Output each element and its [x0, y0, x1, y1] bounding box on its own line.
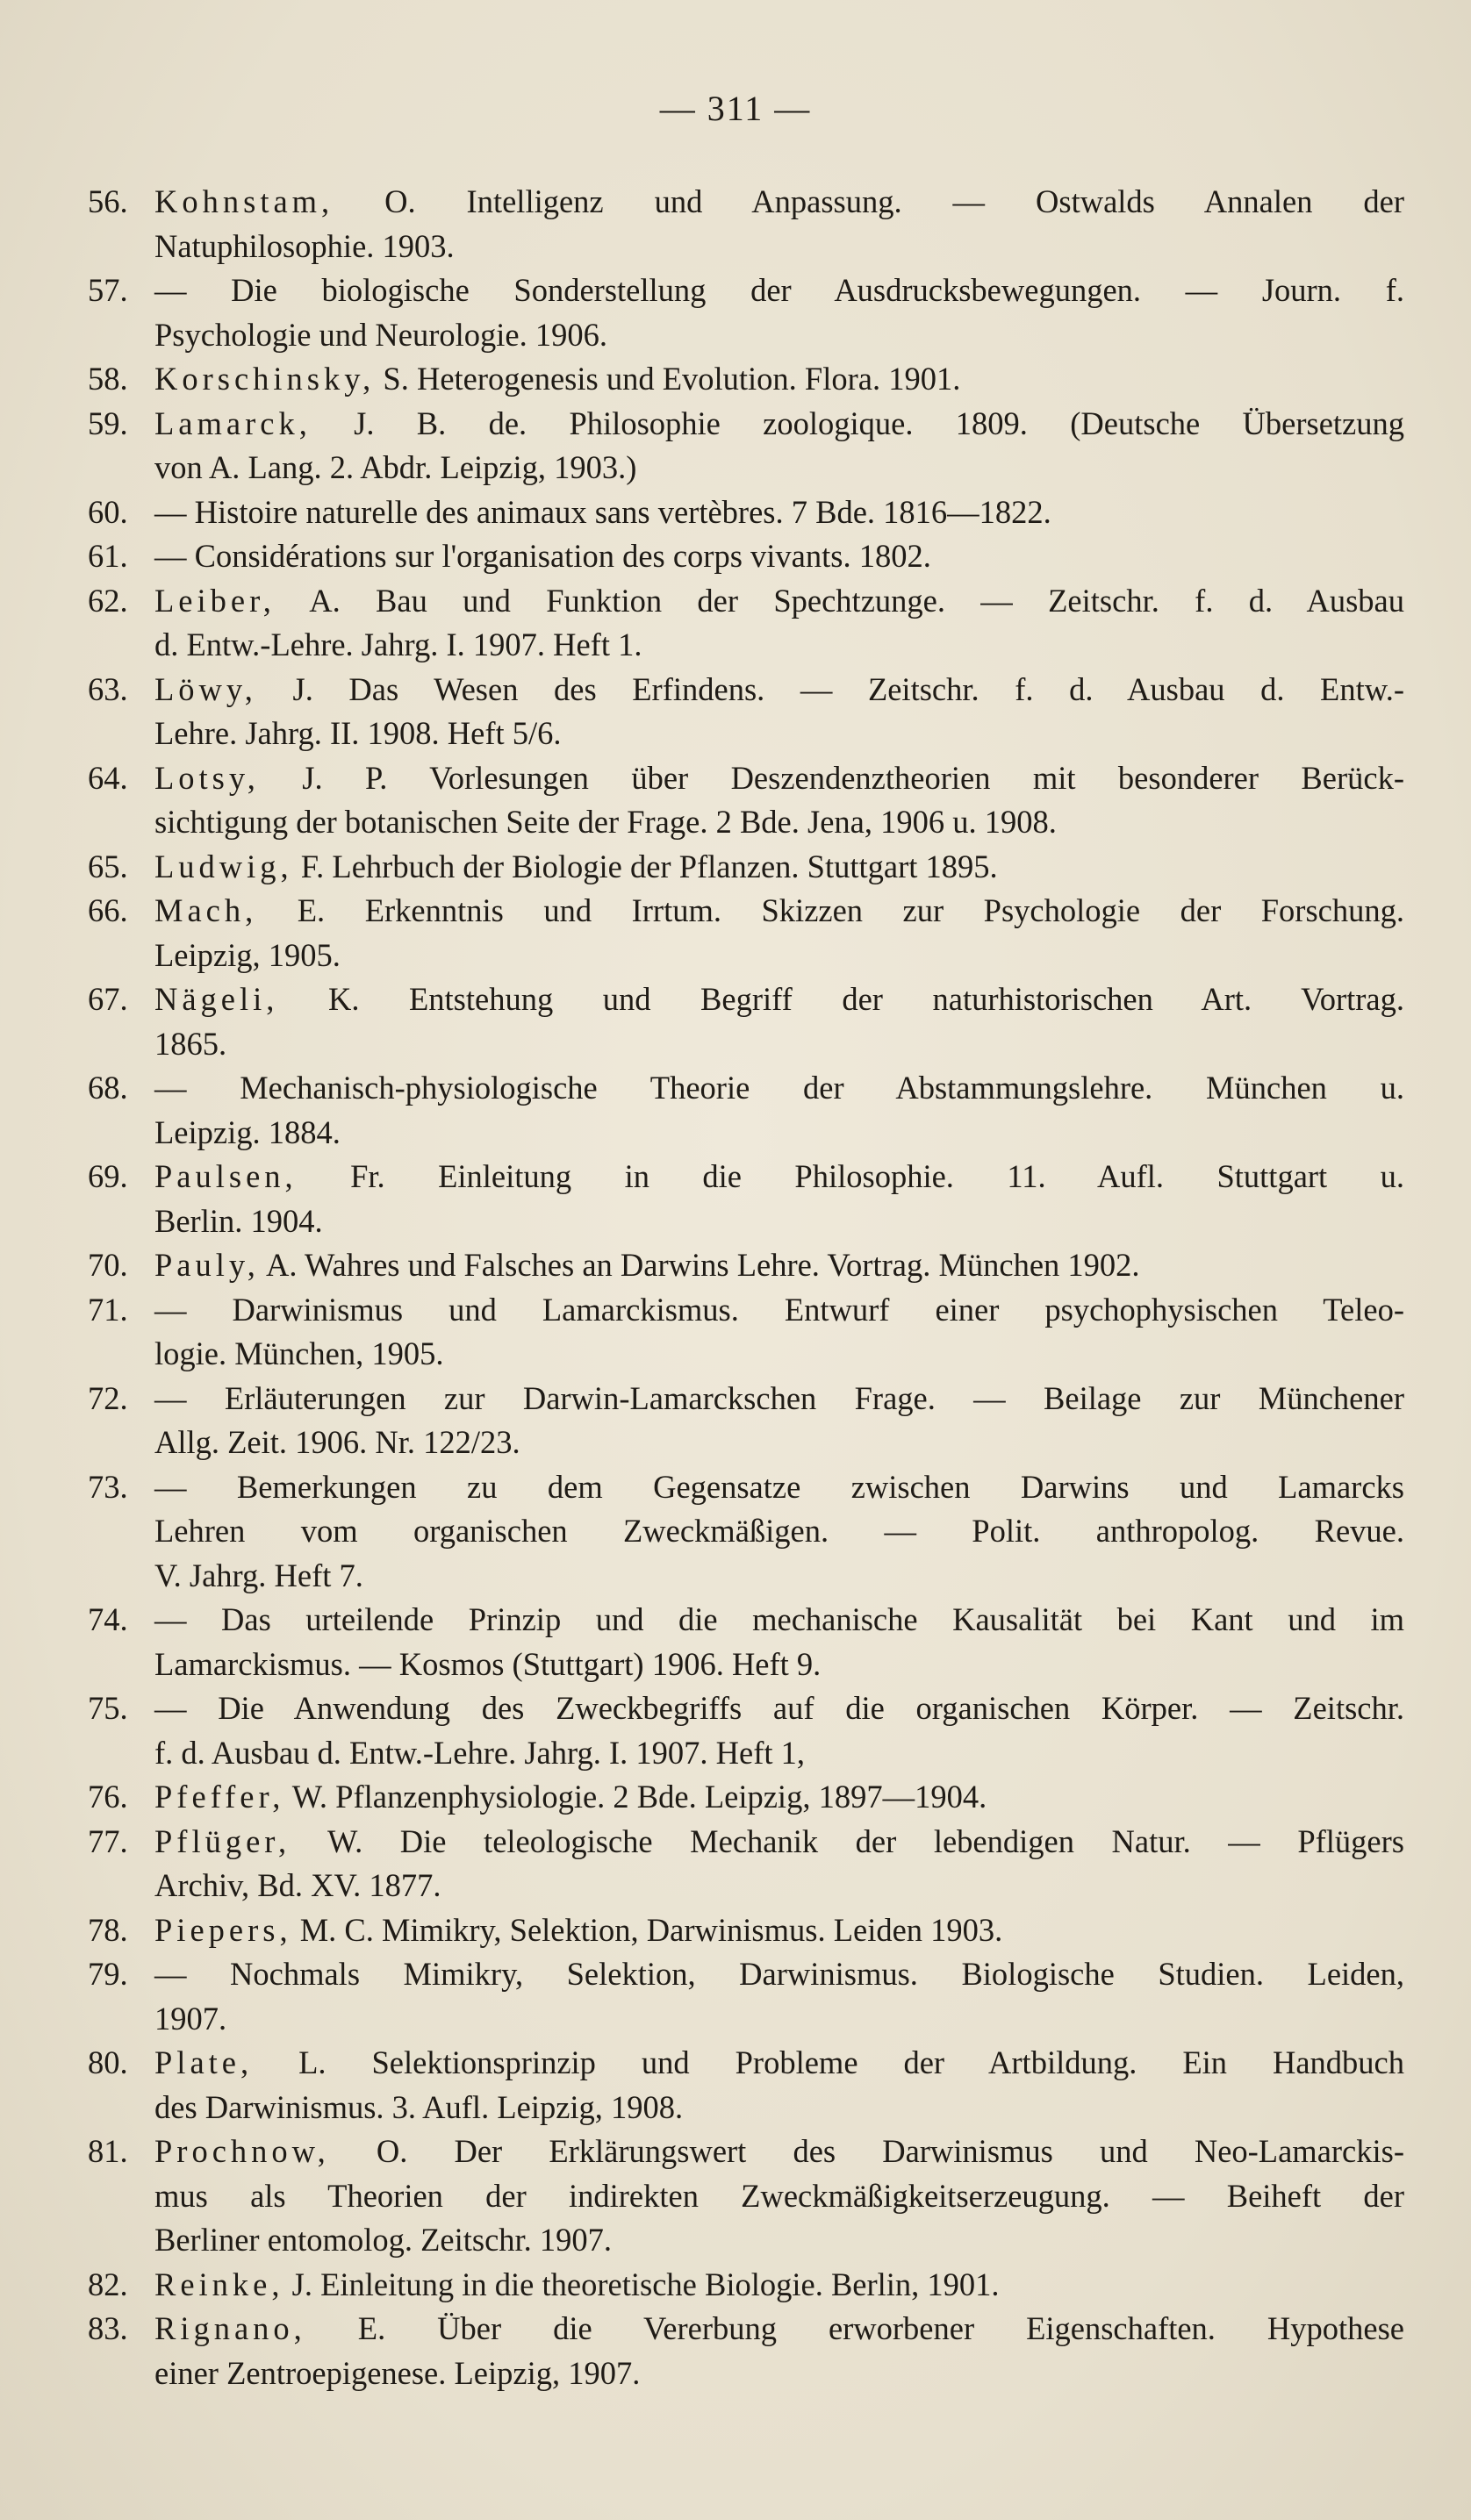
reference-number: 68.	[88, 1070, 128, 1106]
reference-item	[88, 1686, 1404, 1775]
reference-item	[88, 1155, 1404, 1243]
citation-text: — Die Anwendung des Zweckbegriffs auf die organischen Körper. — Zeitschr.	[154, 1690, 1404, 1726]
reference-item	[88, 180, 1404, 268]
citation-text: W. Pflanzenphysiologie. 2 Bde. Leipzig, 1897—1904.	[284, 1779, 987, 1815]
reference-line	[154, 1465, 1404, 1510]
reference-number: 65.	[88, 848, 128, 884]
author-name: Löwy,	[154, 670, 257, 707]
author-name: Rignano,	[154, 2310, 306, 2346]
citation-text: O. Intelligenz und Anpassung. — Ostwalds Annalen der	[334, 183, 1404, 219]
reference-item	[88, 1377, 1404, 1465]
reference-item	[88, 2307, 1404, 2395]
citation-text: Natuphilosophie. 1903.	[154, 227, 455, 264]
reference-text	[154, 889, 1404, 977]
reference-line	[154, 1332, 1404, 1377]
reference-text	[154, 1952, 1404, 2041]
citation-text: J. Das Wesen des Erfindens. — Zeitschr. f. d. Ausbau d. Entw.-	[256, 670, 1404, 707]
reference-line	[154, 1199, 1404, 1244]
reference-item	[88, 1066, 1404, 1155]
reference-item	[88, 579, 1404, 668]
reference-number: 80.	[88, 2044, 128, 2080]
citation-text: A. Wahres und Falsches an Darwins Lehre. Vortrag. München 1902.	[259, 1247, 1140, 1283]
page-number: — 311 —	[659, 89, 812, 128]
reference-item	[88, 1465, 1404, 1599]
citation-text: logie. München, 1905.	[154, 1335, 444, 1371]
citation-text: Allg. Zeit. 1906. Nr. 122/23.	[154, 1424, 520, 1460]
reference-text	[154, 1820, 1404, 1908]
citation-text: Lehre. Jahrg. II. 1908. Heft 5/6.	[154, 715, 562, 751]
reference-item	[88, 977, 1404, 1066]
reference-line	[154, 1864, 1404, 1908]
reference-number: 78.	[88, 1911, 128, 1948]
citation-text: — Darwinismus und Lamarckismus. Entwurf einer psychophysischen Teleo-	[154, 1291, 1404, 1328]
author-name: Mach,	[154, 892, 258, 928]
reference-number: 69.	[88, 1158, 128, 1194]
reference-text	[154, 845, 1404, 890]
reference-line	[154, 1731, 1404, 1776]
reference-line	[154, 1288, 1404, 1333]
citation-text: J. B. de. Philosophie zoologique. 1809. (Deutsche Übersetzung	[311, 404, 1404, 441]
reference-item	[88, 1598, 1404, 1686]
reference-line	[154, 225, 1404, 269]
reference-item	[88, 2041, 1404, 2130]
reference-number: 83.	[88, 2310, 128, 2346]
reference-line	[154, 1421, 1404, 1465]
reference-line	[154, 2130, 1404, 2174]
reference-line	[154, 977, 1404, 1022]
reference-item	[88, 845, 1404, 890]
reference-text	[154, 1775, 1404, 1820]
reference-line	[154, 668, 1404, 712]
reference-text	[154, 1465, 1404, 1599]
citation-text: mus als Theorien der indirekten Zweckmäßigkeitserzeugung. — Beiheft der	[154, 2177, 1404, 2214]
reference-item	[88, 1952, 1404, 2041]
reference-text	[154, 1288, 1404, 1377]
citation-text: Archiv, Bd. XV. 1877.	[154, 1867, 441, 1903]
reference-line	[154, 1952, 1404, 1997]
citation-text: Fr. Einleitung in die Philosophie. 11. Aufl. Stuttgart u.	[297, 1158, 1404, 1194]
author-name: Korschinsky,	[154, 361, 376, 397]
reference-line	[154, 1598, 1404, 1643]
reference-line	[154, 2263, 1404, 2308]
reference-line	[154, 2218, 1404, 2263]
reference-text	[154, 402, 1404, 490]
citation-text: — Die biologische Sonderstellung der Ausdrucksbewegungen. — Journ. f.	[154, 272, 1404, 308]
citation-text: f. d. Ausbau d. Entw.-Lehre. Jahrg. I. 1907. Heft 1,	[154, 1734, 805, 1771]
reference-number: 81.	[88, 2133, 128, 2169]
reference-text	[154, 357, 1404, 402]
citation-text: von A. Lang. 2. Abdr. Leipzig, 1903.)	[154, 449, 637, 485]
reference-text	[154, 1155, 1404, 1243]
reference-item	[88, 268, 1404, 357]
author-name: Paulsen,	[154, 1158, 298, 1194]
reference-line	[154, 712, 1404, 756]
citation-text: — Considérations sur l'organisation des corps vivants. 1802.	[154, 538, 931, 574]
citation-text: E. Erkenntnis und Irrtum. Skizzen zur Psychologie der Forschung.	[257, 892, 1404, 928]
reference-line	[154, 800, 1404, 845]
reference-line	[154, 756, 1404, 801]
reference-line	[154, 2174, 1404, 2219]
reference-line	[154, 1908, 1404, 1953]
reference-item	[88, 534, 1404, 579]
reference-line	[154, 845, 1404, 890]
reference-number: 77.	[88, 1822, 128, 1859]
reference-text	[154, 2041, 1404, 2130]
reference-line	[154, 1155, 1404, 1199]
author-name: Pflüger,	[154, 1822, 291, 1859]
reference-line	[154, 1022, 1404, 1067]
reference-item	[88, 1243, 1404, 1288]
author-name: Lotsy,	[154, 759, 260, 796]
reference-text	[154, 756, 1404, 845]
reference-text	[154, 579, 1404, 668]
citation-text: O. Der Erklärungswert des Darwinismus und Neo-Lamarckis-	[329, 2133, 1404, 2169]
reference-item	[88, 756, 1404, 845]
reference-line	[154, 623, 1404, 668]
reference-text	[154, 1598, 1404, 1686]
reference-line	[154, 1509, 1404, 1554]
reference-line	[154, 579, 1404, 624]
reference-line	[154, 1820, 1404, 1865]
reference-item	[88, 2130, 1404, 2263]
citation-text: Lehren vom organischen Zweckmäßigen. — Polit. anthropolog. Revue.	[154, 1513, 1404, 1549]
reference-number: 56.	[88, 183, 128, 219]
reference-number: 67.	[88, 981, 128, 1017]
citation-text: — Erläuterungen zur Darwin-Lamarckschen Frage. — Beilage zur Münchener	[154, 1379, 1404, 1416]
reference-text	[154, 977, 1404, 1066]
citation-text: A. Bau und Funktion der Spechtzunge. — Zeitschr. f. d. Ausbau	[275, 582, 1404, 619]
citation-text: Lamarckismus. — Kosmos (Stuttgart) 1906. Heft 9.	[154, 1645, 822, 1682]
citation-text: — Nochmals Mimikry, Selektion, Darwinismus. Biologische Studien. Leiden,	[154, 1956, 1404, 1992]
citation-text: 1907.	[154, 2000, 227, 2037]
author-name: Nägeli,	[154, 981, 279, 1017]
reference-number: 62.	[88, 582, 128, 619]
reference-item	[88, 1820, 1404, 1908]
reference-line	[154, 1066, 1404, 1111]
citation-text: Leipzig, 1905.	[154, 936, 341, 973]
reference-line	[154, 490, 1404, 535]
reference-line	[154, 1554, 1404, 1599]
citation-text: — Histoire naturelle des animaux sans vertèbres. 7 Bde. 1816—1822.	[154, 493, 1051, 530]
reference-text	[154, 668, 1404, 756]
citation-text: des Darwinismus. 3. Aufl. Leipzig, 1908.	[154, 2088, 684, 2125]
citation-text: S. Heterogenesis und Evolution. Flora. 1901.	[375, 361, 961, 397]
reference-number: 74.	[88, 1601, 128, 1637]
reference-text	[154, 1377, 1404, 1465]
citation-text: F. Lehrbuch der Biologie der Pflanzen. Stuttgart 1895.	[292, 848, 998, 884]
author-name: Pfeffer,	[154, 1779, 285, 1815]
reference-line	[154, 2352, 1404, 2396]
reference-line	[154, 934, 1404, 978]
citation-text: E. Über die Vererbung erworbener Eigenschaften. Hypothese	[305, 2310, 1404, 2346]
citation-text: K. Entstehung und Begriff der naturhistorischen Art. Vortrag.	[278, 981, 1404, 1017]
reference-number: 70.	[88, 1247, 128, 1283]
reference-text	[154, 268, 1404, 357]
author-name: Piepers,	[154, 1911, 292, 1948]
citation-text: 1865.	[154, 1025, 227, 1062]
reference-text	[154, 534, 1404, 579]
author-name: Prochnow,	[154, 2133, 330, 2169]
citation-text: V. Jahrg. Heft 7.	[154, 1557, 363, 1593]
reference-line	[154, 1775, 1404, 1820]
reference-item	[88, 490, 1404, 535]
reference-line	[154, 1686, 1404, 1731]
reference-number: 58.	[88, 361, 128, 397]
reference-number: 66.	[88, 892, 128, 928]
reference-line	[154, 313, 1404, 358]
citation-text: Psychologie und Neurologie. 1906.	[154, 316, 608, 353]
reference-item	[88, 889, 1404, 977]
author-name: Plate,	[154, 2044, 254, 2080]
author-name: Reinke,	[154, 2266, 284, 2302]
reference-line	[154, 357, 1404, 402]
reference-line	[154, 268, 1404, 313]
reference-line	[154, 1111, 1404, 1156]
reference-number: 75.	[88, 1690, 128, 1726]
reference-line	[154, 402, 1404, 447]
reference-item	[88, 1908, 1404, 1953]
reference-number: 60.	[88, 493, 128, 530]
reference-line	[154, 1643, 1404, 1687]
reference-line	[154, 1997, 1404, 2042]
citation-text: einer Zentroepigenese. Leipzig, 1907.	[154, 2354, 641, 2391]
reference-text	[154, 1243, 1404, 1288]
reference-line	[154, 534, 1404, 579]
author-name: Kohnstam,	[154, 183, 334, 219]
reference-number: 79.	[88, 1956, 128, 1992]
author-name: Pauly,	[154, 1247, 260, 1283]
citation-text: L. Selektionsprinzip und Probleme der Artbildung. Ein Handbuch	[253, 2044, 1404, 2080]
reference-number: 59.	[88, 404, 128, 441]
citation-text: J. P. Vorlesungen über Deszendenztheorien mit besonderer Berück-	[259, 759, 1404, 796]
reference-item	[88, 668, 1404, 756]
citation-text: Berlin. 1904.	[154, 1202, 323, 1239]
reference-line	[154, 2086, 1404, 2130]
reference-line	[154, 1377, 1404, 1421]
reference-item	[88, 357, 1404, 402]
citation-text: Leipzig. 1884.	[154, 1113, 341, 1150]
reference-text	[154, 1908, 1404, 1953]
reference-line	[154, 1243, 1404, 1288]
reference-number: 72.	[88, 1379, 128, 1416]
citation-text: — Bemerkungen zu dem Gegensatze zwischen Darwins und Lamarcks	[154, 1468, 1404, 1505]
reference-text	[154, 180, 1404, 268]
reference-number: 64.	[88, 759, 128, 796]
reference-text	[154, 2130, 1404, 2263]
author-name: Leiber,	[154, 582, 276, 619]
reference-number: 82.	[88, 2266, 128, 2302]
reference-line	[154, 889, 1404, 934]
citation-text: J. Einleitung in die theoretische Biologie. Berlin, 1901.	[283, 2266, 1000, 2302]
reference-line	[154, 2041, 1404, 2086]
reference-line	[154, 2307, 1404, 2352]
reference-text	[154, 1066, 1404, 1155]
citation-text: sichtigung der botanischen Seite der Frage. 2 Bde. Jena, 1906 u. 1908.	[154, 804, 1057, 840]
reference-item	[88, 1288, 1404, 1377]
reference-item	[88, 402, 1404, 490]
author-name: Lamarck,	[154, 404, 312, 441]
citation-text: — Das urteilende Prinzip und die mechanische Kausalität bei Kant und im	[154, 1601, 1404, 1637]
reference-number: 61.	[88, 538, 128, 574]
citation-text: W. Die teleologische Mechanik der lebendigen Natur. — Pflügers	[291, 1822, 1404, 1859]
citation-text: — Mechanisch-physiologische Theorie der Abstammungslehre. München u.	[154, 1070, 1404, 1106]
reference-item	[88, 2263, 1404, 2308]
reference-text	[154, 490, 1404, 535]
reference-number: 73.	[88, 1468, 128, 1505]
reference-line	[154, 180, 1404, 225]
reference-number: 63.	[88, 670, 128, 707]
reference-item	[88, 1775, 1404, 1820]
reference-number: 71.	[88, 1291, 128, 1328]
reference-line	[154, 446, 1404, 490]
citation-text: Berliner entomolog. Zeitschr. 1907.	[154, 2222, 613, 2258]
reference-text	[154, 2307, 1404, 2395]
citation-text: M. C. Mimikry, Selektion, Darwinismus. Leiden 1903.	[291, 1911, 1003, 1948]
reference-list	[88, 180, 1404, 2395]
reference-number: 57.	[88, 272, 128, 308]
reference-text	[154, 1686, 1404, 1775]
author-name: Ludwig,	[154, 848, 293, 884]
reference-number: 76.	[88, 1779, 128, 1815]
reference-text	[154, 2263, 1404, 2308]
citation-text: d. Entw.-Lehre. Jahrg. I. 1907. Heft 1.	[154, 626, 642, 662]
